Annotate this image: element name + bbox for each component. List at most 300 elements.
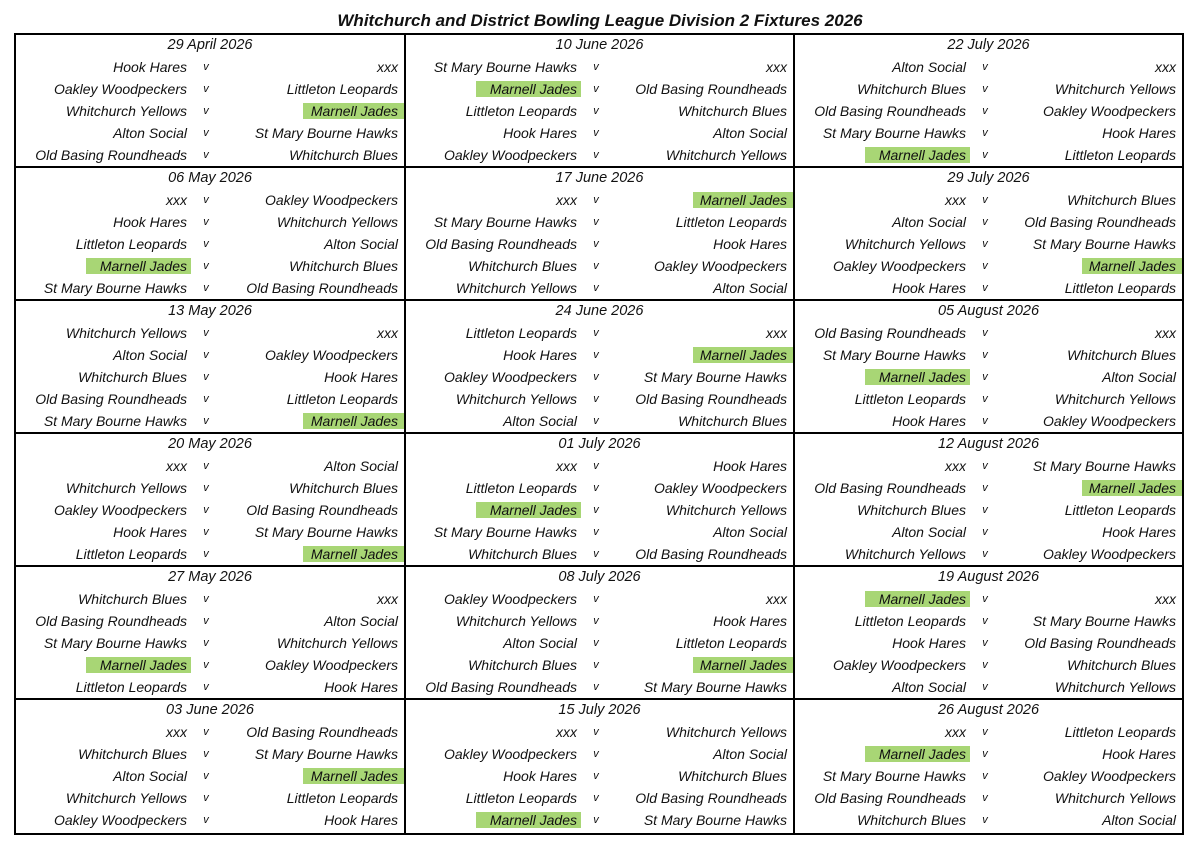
versus-label: v	[982, 593, 988, 605]
fixture-block	[406, 168, 795, 301]
fixture-row	[795, 521, 1182, 543]
home-team: Whitchurch Yellows	[844, 546, 966, 562]
fixture-date: 29 April 2026	[167, 37, 253, 53]
versus-label: v	[203, 593, 209, 605]
fixture-row	[16, 122, 404, 144]
fixture-row	[406, 588, 793, 610]
away-team: Oakley Woodpeckers	[1042, 103, 1176, 119]
away-team: Marnell Jades	[303, 103, 404, 119]
home-team: xxx	[166, 458, 187, 474]
away-team: Whitchurch Yellows	[276, 214, 398, 230]
home-team: Hook Hares	[113, 524, 187, 540]
fixture-date: 24 June 2026	[555, 303, 644, 319]
home-team: St Mary Bourne Hawks	[43, 635, 187, 651]
home-team: Alton Social	[113, 125, 187, 141]
fixture-date: 05 August 2026	[937, 303, 1040, 319]
home-team: Alton Social	[892, 679, 966, 695]
versus-label: v	[203, 238, 209, 250]
fixture-row	[406, 211, 793, 233]
fixture-row	[795, 366, 1182, 388]
fixture-row	[16, 743, 404, 765]
fixture-row	[795, 322, 1182, 344]
away-team: Old Basing Roundheads	[635, 546, 787, 562]
fixture-row	[406, 366, 793, 388]
home-team: Alton Social	[113, 768, 187, 784]
fixture-row	[406, 765, 793, 787]
away-team: Littleton Leopards	[1064, 147, 1176, 163]
away-team: Littleton Leopards	[675, 214, 787, 230]
away-team: Whitchurch Yellows	[1054, 391, 1176, 407]
home-team: xxx	[556, 724, 577, 740]
away-team: Littleton Leopards	[286, 81, 398, 97]
fixture-row	[16, 366, 404, 388]
fixture-row	[406, 255, 793, 277]
home-team: Oakley Woodpeckers	[832, 657, 966, 673]
home-team: Littleton Leopards	[854, 391, 966, 407]
versus-label: v	[593, 327, 599, 339]
home-team: Alton Social	[503, 635, 577, 651]
fixtures-grid	[14, 33, 1184, 835]
home-team: Whitchurch Blues	[468, 258, 577, 274]
versus-label: v	[203, 282, 209, 294]
versus-label: v	[982, 194, 988, 206]
home-team: Littleton Leopards	[465, 325, 577, 341]
home-team: Whitchurch Blues	[78, 591, 187, 607]
home-team: Oakley Woodpeckers	[832, 258, 966, 274]
away-team: Whitchurch Blues	[289, 480, 398, 496]
home-team: Marnell Jades	[865, 746, 970, 762]
versus-label: v	[203, 371, 209, 383]
home-team: Whitchurch Blues	[468, 657, 577, 673]
home-team: Whitchurch Blues	[857, 812, 966, 828]
home-team: Littleton Leopards	[75, 236, 187, 252]
fixture-row	[406, 632, 793, 654]
versus-label: v	[593, 371, 599, 383]
fixture-row	[406, 809, 793, 831]
fixture-date: 10 June 2026	[555, 37, 644, 53]
versus-label: v	[982, 792, 988, 804]
away-team: Old Basing Roundheads	[1024, 214, 1176, 230]
away-team: St Mary Bourne Hawks	[1032, 236, 1176, 252]
fixture-row	[795, 388, 1182, 410]
versus-label: v	[593, 792, 599, 804]
home-team: Littleton Leopards	[854, 613, 966, 629]
fixture-row	[406, 676, 793, 698]
fixture-row	[406, 233, 793, 255]
versus-label: v	[982, 681, 988, 693]
away-team: Alton Social	[1102, 369, 1176, 385]
fixture-row	[16, 654, 404, 676]
versus-label: v	[203, 83, 209, 95]
versus-label: v	[982, 460, 988, 472]
versus-label: v	[593, 504, 599, 516]
home-team: Oakley Woodpeckers	[443, 591, 577, 607]
versus-label: v	[593, 282, 599, 294]
fixture-date: 06 May 2026	[168, 170, 252, 186]
versus-label: v	[593, 415, 599, 427]
versus-label: v	[593, 83, 599, 95]
fixture-row	[795, 543, 1182, 565]
home-team: xxx	[556, 192, 577, 208]
home-team: Marnell Jades	[476, 81, 581, 97]
away-team: Alton Social	[324, 613, 398, 629]
home-team: Oakley Woodpeckers	[443, 369, 577, 385]
versus-label: v	[982, 726, 988, 738]
home-team: Old Basing Roundheads	[35, 613, 187, 629]
away-team: Littleton Leopards	[286, 391, 398, 407]
versus-label: v	[203, 105, 209, 117]
home-team: Whitchurch Blues	[857, 502, 966, 518]
home-team: xxx	[166, 192, 187, 208]
versus-label: v	[982, 415, 988, 427]
fixture-row	[406, 610, 793, 632]
fixture-row	[16, 78, 404, 100]
away-team: St Mary Bourne Hawks	[1032, 458, 1176, 474]
fixture-row	[16, 388, 404, 410]
home-team: St Mary Bourne Hawks	[433, 59, 577, 75]
away-team: Whitchurch Blues	[289, 258, 398, 274]
home-team: Marnell Jades	[86, 657, 191, 673]
home-team: St Mary Bourne Hawks	[43, 280, 187, 296]
home-team: Oakley Woodpeckers	[443, 746, 577, 762]
fixture-block	[795, 35, 1182, 168]
away-team: St Mary Bourne Hawks	[643, 679, 787, 695]
away-team: xxx	[377, 591, 398, 607]
versus-label: v	[593, 61, 599, 73]
fixture-block	[406, 35, 795, 168]
fixture-row	[795, 765, 1182, 787]
away-team: St Mary Bourne Hawks	[643, 369, 787, 385]
fixture-row	[406, 344, 793, 366]
away-team: Littleton Leopards	[1064, 280, 1176, 296]
away-team: Hook Hares	[324, 812, 398, 828]
home-team: Whitchurch Yellows	[455, 391, 577, 407]
away-team: Marnell Jades	[1082, 480, 1182, 496]
versus-label: v	[982, 105, 988, 117]
fixture-date: 26 August 2026	[937, 702, 1040, 718]
fixture-row	[795, 477, 1182, 499]
fixture-row	[795, 676, 1182, 698]
home-team: Marnell Jades	[476, 812, 581, 828]
versus-label: v	[982, 61, 988, 73]
fixture-row	[406, 499, 793, 521]
home-team: Old Basing Roundheads	[425, 679, 577, 695]
fixture-row	[406, 521, 793, 543]
away-team: Whitchurch Blues	[678, 768, 787, 784]
versus-label: v	[203, 681, 209, 693]
fixture-date: 13 May 2026	[168, 303, 252, 319]
fixture-row	[795, 743, 1182, 765]
versus-label: v	[203, 814, 209, 826]
away-team: Oakley Woodpeckers	[1042, 546, 1176, 562]
versus-label: v	[593, 548, 599, 560]
fixture-row	[16, 344, 404, 366]
home-team: xxx	[556, 458, 577, 474]
versus-label: v	[203, 149, 209, 161]
fixture-date: 12 August 2026	[937, 436, 1040, 452]
versus-label: v	[982, 327, 988, 339]
away-team: Hook Hares	[713, 613, 787, 629]
versus-label: v	[203, 792, 209, 804]
versus-label: v	[593, 149, 599, 161]
away-team: Marnell Jades	[1082, 258, 1182, 274]
away-team: Littleton Leopards	[675, 635, 787, 651]
away-team: Whitchurch Yellows	[276, 635, 398, 651]
versus-label: v	[982, 149, 988, 161]
away-team: xxx	[1155, 59, 1176, 75]
fixture-block	[406, 567, 795, 700]
home-team: Old Basing Roundheads	[814, 790, 966, 806]
versus-label: v	[593, 659, 599, 671]
versus-label: v	[203, 260, 209, 272]
away-team: Hook Hares	[1102, 125, 1176, 141]
away-team: Oakley Woodpeckers	[1042, 413, 1176, 429]
fixture-row	[795, 455, 1182, 477]
fixture-row	[406, 654, 793, 676]
versus-label: v	[982, 393, 988, 405]
fixture-row	[406, 100, 793, 122]
home-team: Alton Social	[892, 214, 966, 230]
versus-label: v	[203, 726, 209, 738]
versus-label: v	[593, 460, 599, 472]
away-team: xxx	[766, 325, 787, 341]
fixture-row	[406, 388, 793, 410]
home-team: St Mary Bourne Hawks	[433, 524, 577, 540]
away-team: Alton Social	[713, 280, 787, 296]
home-team: Hook Hares	[892, 635, 966, 651]
home-team: Whitchurch Yellows	[65, 325, 187, 341]
fixture-date: 29 July 2026	[947, 170, 1030, 186]
fixture-block	[406, 434, 795, 567]
away-team: Whitchurch Blues	[678, 103, 787, 119]
away-team: Hook Hares	[324, 679, 398, 695]
fixture-block	[795, 567, 1182, 700]
home-team: St Mary Bourne Hawks	[433, 214, 577, 230]
versus-label: v	[982, 127, 988, 139]
fixture-row	[795, 233, 1182, 255]
home-team: Old Basing Roundheads	[814, 103, 966, 119]
versus-label: v	[982, 216, 988, 228]
home-team: Littleton Leopards	[75, 679, 187, 695]
versus-label: v	[982, 659, 988, 671]
home-team: Whitchurch Yellows	[844, 236, 966, 252]
versus-label: v	[203, 659, 209, 671]
fixture-row	[406, 189, 793, 211]
away-team: Oakley Woodpeckers	[653, 480, 787, 496]
home-team: Marnell Jades	[865, 591, 970, 607]
fixture-block	[16, 434, 406, 567]
away-team: Marnell Jades	[693, 347, 793, 363]
versus-label: v	[203, 127, 209, 139]
away-team: xxx	[1155, 325, 1176, 341]
home-team: Whitchurch Blues	[857, 81, 966, 97]
home-team: xxx	[945, 724, 966, 740]
fixture-row	[16, 233, 404, 255]
fixture-block	[406, 301, 795, 434]
away-team: Whitchurch Yellows	[1054, 790, 1176, 806]
away-team: Whitchurch Yellows	[1054, 679, 1176, 695]
home-team: St Mary Bourne Hawks	[822, 768, 966, 784]
fixture-row	[406, 322, 793, 344]
away-team: Old Basing Roundheads	[246, 502, 398, 518]
home-team: Littleton Leopards	[465, 103, 577, 119]
home-team: Hook Hares	[113, 59, 187, 75]
fixture-block	[406, 700, 795, 833]
home-team: Old Basing Roundheads	[425, 236, 577, 252]
fixture-row	[406, 743, 793, 765]
away-team: xxx	[377, 59, 398, 75]
home-team: Hook Hares	[503, 768, 577, 784]
fixture-row	[406, 455, 793, 477]
versus-label: v	[593, 194, 599, 206]
versus-label: v	[203, 327, 209, 339]
fixture-date: 17 June 2026	[555, 170, 644, 186]
versus-label: v	[203, 460, 209, 472]
away-team: Old Basing Roundheads	[635, 81, 787, 97]
versus-label: v	[593, 260, 599, 272]
fixture-row	[406, 144, 793, 166]
fixture-row	[16, 765, 404, 787]
away-team: Marnell Jades	[303, 546, 404, 562]
fixture-block	[16, 301, 406, 434]
fixture-row	[16, 211, 404, 233]
versus-label: v	[593, 637, 599, 649]
versus-label: v	[982, 260, 988, 272]
fixture-row	[16, 676, 404, 698]
away-team: St Mary Bourne Hawks	[1032, 613, 1176, 629]
fixture-row	[406, 56, 793, 78]
versus-label: v	[982, 548, 988, 560]
away-team: St Mary Bourne Hawks	[643, 812, 787, 828]
home-team: Hook Hares	[503, 347, 577, 363]
away-team: Marnell Jades	[693, 192, 793, 208]
away-team: Alton Social	[713, 746, 787, 762]
fixture-row	[795, 721, 1182, 743]
home-team: xxx	[945, 458, 966, 474]
versus-label: v	[593, 748, 599, 760]
away-team: Whitchurch Yellows	[665, 147, 787, 163]
home-team: Whitchurch Blues	[468, 546, 577, 562]
away-team: Littleton Leopards	[286, 790, 398, 806]
fixture-row	[795, 122, 1182, 144]
fixture-row	[16, 477, 404, 499]
fixture-row	[795, 344, 1182, 366]
home-team: St Mary Bourne Hawks	[43, 413, 187, 429]
versus-label: v	[593, 349, 599, 361]
fixture-row	[406, 277, 793, 299]
versus-label: v	[203, 216, 209, 228]
home-team: Littleton Leopards	[465, 790, 577, 806]
away-team: xxx	[377, 325, 398, 341]
away-team: Marnell Jades	[303, 768, 404, 784]
versus-label: v	[593, 593, 599, 605]
versus-label: v	[593, 526, 599, 538]
fixture-row	[16, 455, 404, 477]
away-team: Old Basing Roundheads	[246, 280, 398, 296]
away-team: Whitchurch Blues	[1067, 657, 1176, 673]
versus-label: v	[203, 482, 209, 494]
fixture-row	[406, 122, 793, 144]
fixture-row	[16, 632, 404, 654]
away-team: Whitchurch Blues	[678, 413, 787, 429]
fixture-date: 19 August 2026	[937, 569, 1040, 585]
home-team: Alton Social	[113, 347, 187, 363]
home-team: Whitchurch Blues	[78, 369, 187, 385]
home-team: Alton Social	[892, 59, 966, 75]
away-team: Hook Hares	[713, 458, 787, 474]
home-team: Littleton Leopards	[75, 546, 187, 562]
fixture-row	[795, 654, 1182, 676]
away-team: Hook Hares	[1102, 524, 1176, 540]
home-team: Alton Social	[503, 413, 577, 429]
away-team: xxx	[766, 59, 787, 75]
away-team: Oakley Woodpeckers	[264, 192, 398, 208]
home-team: Oakley Woodpeckers	[443, 147, 577, 163]
versus-label: v	[593, 216, 599, 228]
home-team: Oakley Woodpeckers	[53, 502, 187, 518]
fixture-row	[795, 189, 1182, 211]
fixture-row	[16, 189, 404, 211]
fixture-row	[16, 588, 404, 610]
home-team: Hook Hares	[892, 413, 966, 429]
fixture-row	[795, 277, 1182, 299]
fixture-row	[16, 100, 404, 122]
away-team: Whitchurch Blues	[1067, 347, 1176, 363]
fixture-row	[16, 56, 404, 78]
fixture-row	[16, 322, 404, 344]
fixture-row	[406, 477, 793, 499]
versus-label: v	[593, 615, 599, 627]
home-team: Hook Hares	[113, 214, 187, 230]
fixture-date: 20 May 2026	[168, 436, 252, 452]
away-team: Marnell Jades	[303, 413, 404, 429]
fixture-row	[406, 410, 793, 432]
fixture-row	[406, 787, 793, 809]
fixture-row	[16, 255, 404, 277]
versus-label: v	[982, 482, 988, 494]
fixture-date: 03 June 2026	[166, 702, 254, 718]
versus-label: v	[593, 105, 599, 117]
versus-label: v	[593, 770, 599, 782]
versus-label: v	[203, 194, 209, 206]
fixture-row	[16, 809, 404, 831]
versus-label: v	[593, 393, 599, 405]
away-team: Oakley Woodpeckers	[264, 657, 398, 673]
versus-label: v	[203, 637, 209, 649]
away-team: Alton Social	[713, 524, 787, 540]
fixture-row	[406, 721, 793, 743]
away-team: xxx	[1155, 591, 1176, 607]
away-team: Hook Hares	[713, 236, 787, 252]
home-team: xxx	[945, 192, 966, 208]
fixture-block	[16, 168, 406, 301]
versus-label: v	[593, 681, 599, 693]
versus-label: v	[203, 770, 209, 782]
fixture-row	[16, 410, 404, 432]
home-team: Old Basing Roundheads	[35, 147, 187, 163]
home-team: Marnell Jades	[86, 258, 191, 274]
fixture-row	[406, 78, 793, 100]
versus-label: v	[982, 748, 988, 760]
home-team: Whitchurch Yellows	[65, 103, 187, 119]
versus-label: v	[982, 526, 988, 538]
versus-label: v	[593, 238, 599, 250]
home-team: Oakley Woodpeckers	[53, 812, 187, 828]
home-team: St Mary Bourne Hawks	[822, 125, 966, 141]
home-team: Hook Hares	[503, 125, 577, 141]
fixture-row	[795, 410, 1182, 432]
home-team: Oakley Woodpeckers	[53, 81, 187, 97]
